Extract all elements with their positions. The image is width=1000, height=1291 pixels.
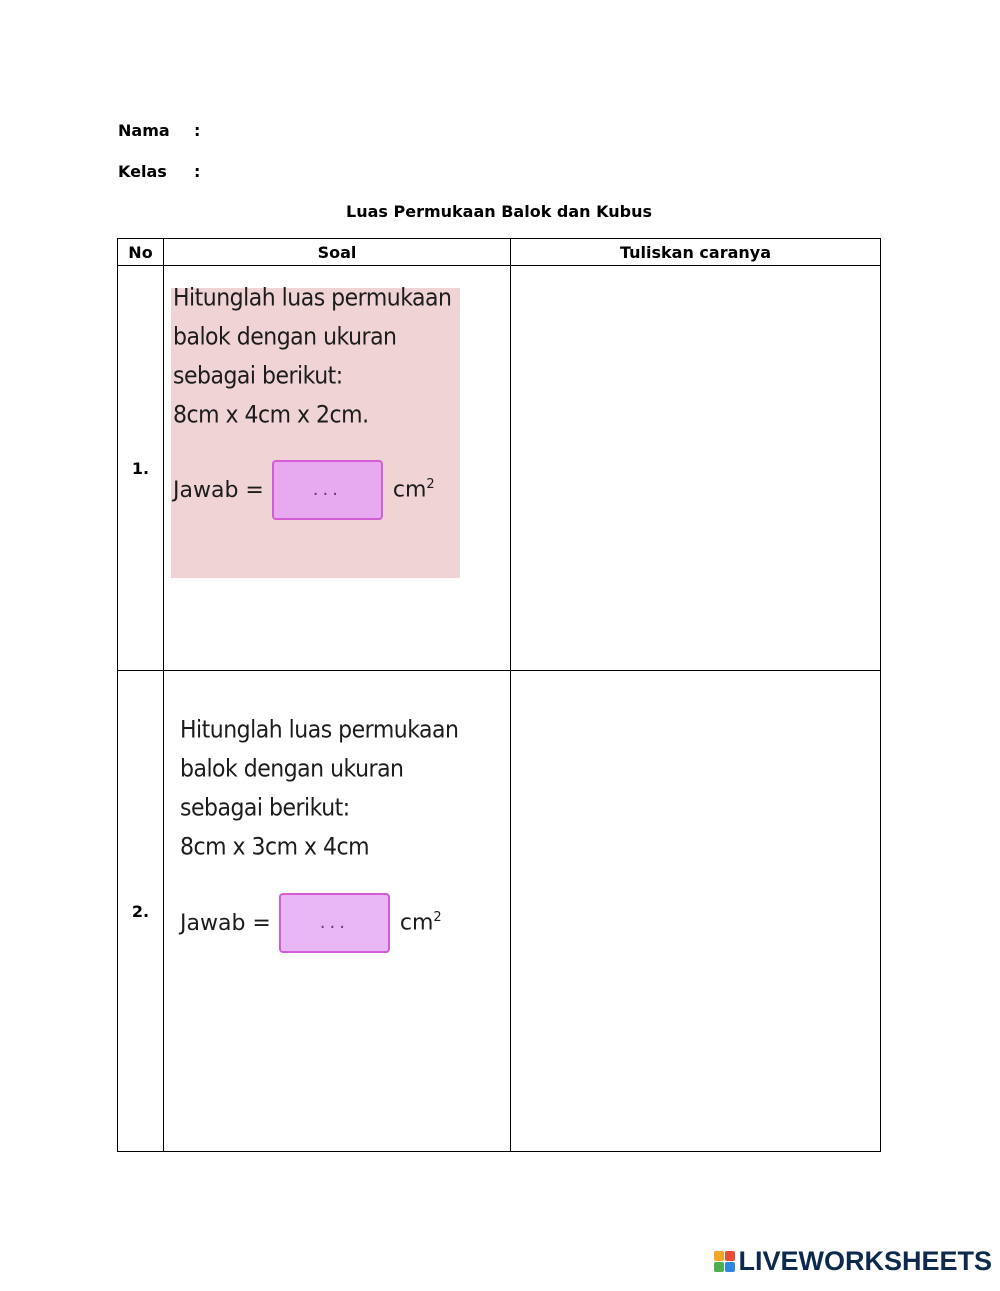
answer-working-area-1[interactable] <box>511 266 881 671</box>
liveworksheets-logo <box>714 1246 992 1277</box>
liveworksheets-logo-icon <box>714 1251 735 1272</box>
column-header-no: No <box>118 239 164 266</box>
question-line: balok dengan ukuran <box>180 756 404 783</box>
kelas-label: Kelas <box>118 162 167 181</box>
worksheet-table <box>117 238 881 1152</box>
nama-label: Nama <box>118 121 170 140</box>
kelas-row <box>118 162 200 181</box>
question-card-1 <box>171 285 460 578</box>
question-line: balok dengan ukuran <box>173 324 397 351</box>
question-cell <box>164 671 511 1152</box>
table-row <box>118 266 881 671</box>
answer-prefix: Jawab = <box>180 910 271 936</box>
answer-line <box>173 460 435 520</box>
column-header-cara: Tuliskan caranya <box>511 239 881 266</box>
row-number: 2. <box>118 671 164 1152</box>
worksheet-title: Luas Permukaan Balok dan Kubus <box>346 202 652 221</box>
question-line: 8cm x 4cm x 2cm. <box>173 402 369 429</box>
answer-prefix: Jawab = <box>173 477 264 503</box>
answer-input-box[interactable]: ... <box>279 893 390 953</box>
question-line: 8cm x 3cm x 4cm <box>180 834 370 861</box>
table-row <box>118 671 881 1152</box>
liveworksheets-logo-text: LIVEWORKSHEETS <box>738 1246 992 1276</box>
answer-line <box>180 893 442 953</box>
nama-row <box>118 121 200 140</box>
question-cell <box>164 266 511 671</box>
answer-input-box[interactable]: ... <box>272 460 383 520</box>
answer-unit: $cm^2$ <box>392 477 435 503</box>
nama-separator: : <box>194 121 201 140</box>
kelas-separator: : <box>194 162 201 181</box>
column-header-soal: Soal <box>164 239 511 266</box>
question-line: Hitunglah luas permukaan <box>180 717 459 744</box>
question-line: Hitunglah luas permukaan <box>173 285 452 312</box>
row-number: 1. <box>118 266 164 671</box>
answer-unit: $cm^2$ <box>399 910 442 936</box>
answer-working-area-2[interactable] <box>511 671 881 1152</box>
question-line: sebagai berikut: <box>173 363 343 390</box>
question-line: sebagai berikut: <box>180 795 350 822</box>
table-header-row <box>118 239 881 266</box>
question-card-2 <box>178 717 467 967</box>
